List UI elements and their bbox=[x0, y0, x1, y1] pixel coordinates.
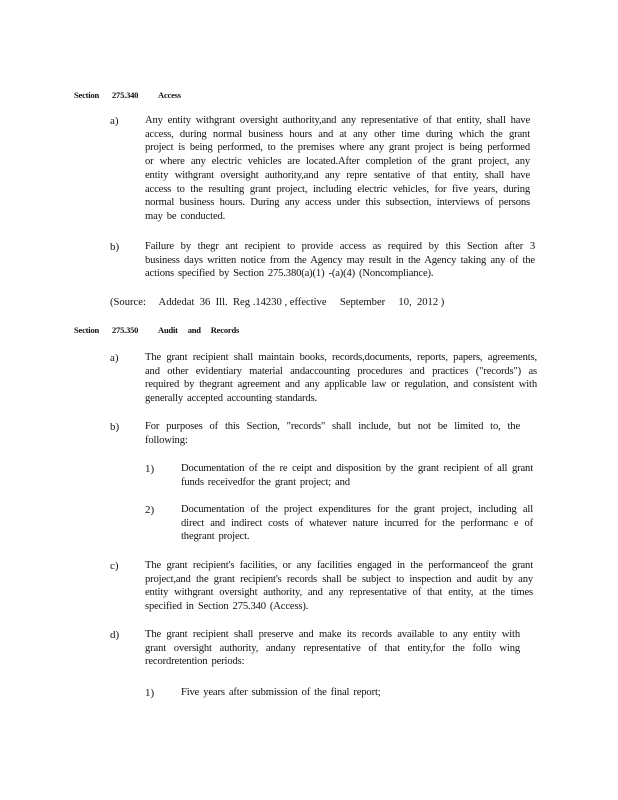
audit-paragraph-b: For purposes of this Section, "records" shall include, but not be limited to, the following: bbox=[145, 421, 520, 446]
section-number: 275.350 bbox=[112, 325, 139, 335]
subitem-marker: 1) bbox=[145, 687, 155, 699]
section-number: 275.340 bbox=[112, 90, 139, 100]
section-title: Access bbox=[158, 90, 181, 100]
subitem-marker: 1) bbox=[145, 463, 155, 475]
section-title: Audit and Records bbox=[158, 325, 240, 335]
audit-paragraph-d: The grant recipient shall preserve and make its records available to any entity with grant oversight authority, andany representative of that entity,for the follo wing recordretention periods: bbox=[145, 629, 520, 668]
audit-paragraph-a: The grant recipient shall maintain books, records,documents, reports, papers, agreements, and other evidentiary material andaccounting procedures and practices ("records") as required by thegrant agreement and any applicable law or regulation, and consistent with generally accepted accounting standards. bbox=[145, 352, 537, 405]
section-heading-access bbox=[74, 90, 214, 101]
item-marker: d) bbox=[110, 629, 120, 641]
section-heading-audit bbox=[74, 325, 274, 336]
audit-paragraph-c: The grant recipient's facilities, or any facilities engaged in the performanceof the grant project,and the grant recipient's records shall be subject to inspection and audit by any entity withgrant oversight authority, and any representative of that entity, at the times specified in Section 275.340 (Access). bbox=[145, 560, 533, 613]
audit-subparagraph-b2: Documentation of the project expenditures for the grant project, including all direct and indirect costs of whatever nature incurred for the performanc e of thegrant project. bbox=[181, 504, 533, 543]
item-marker: b) bbox=[110, 421, 120, 433]
item-marker: c) bbox=[110, 560, 119, 572]
access-paragraph-a: Any entity withgrant oversight authority,and any representative of that entity, shall have access, during normal business hours and at any other time during which the grant project is being performed, to the premises where any grant project is being performed or where any electric vehicles are located.After completion of the grant project, any entity withgrant oversight authority,and any repre sentative of that entity, shall have access to the resulting grant project, including electric vehicles, for five years, during normal business hours. During any access under this subsection, interviews of persons may be conducted. bbox=[145, 115, 530, 222]
audit-subparagraph-b1: Documentation of the re ceipt and disposition by the grant recipient of all grant funds receivedfor the grant project; and bbox=[181, 463, 533, 488]
section-label: Section bbox=[74, 325, 100, 335]
section-label: Section bbox=[74, 90, 100, 100]
item-marker: b) bbox=[110, 241, 120, 253]
source-note: (Source: Addedat 36 Ill. Reg .14230 , effective September 10, 2012 ) bbox=[110, 297, 445, 308]
item-marker: a) bbox=[110, 115, 119, 127]
item-marker: a) bbox=[110, 352, 119, 364]
access-paragraph-b: Failure by thegr ant recipient to provide access as required by this Section after 3 business days written notice from the Agency may result in the Agency taking any of the actions specified by Section 275.380(a)(1) -(a)(4) (Noncompliance). bbox=[145, 241, 535, 280]
audit-subparagraph-d1: Five years after submission of the final report; bbox=[181, 687, 381, 698]
subitem-marker: 2) bbox=[145, 504, 155, 516]
